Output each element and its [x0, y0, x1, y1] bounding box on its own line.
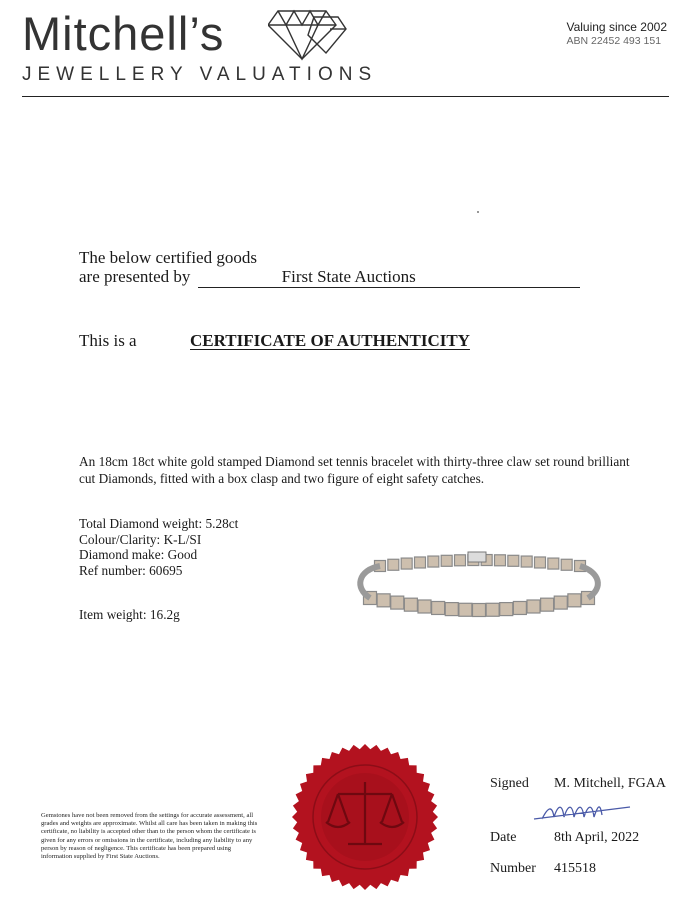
- this-is-label: This is a: [79, 331, 137, 350]
- since-text: Valuing since 2002: [566, 20, 667, 34]
- date-row: [490, 830, 639, 846]
- diamond-make: Diamond make: Good: [79, 547, 198, 562]
- signature: [530, 797, 640, 827]
- number-row: [490, 861, 596, 877]
- header-info: [566, 20, 667, 47]
- date-label: Date: [490, 830, 517, 845]
- date-value: 8th April, 2022: [554, 830, 640, 845]
- specifications: [79, 516, 238, 578]
- brand-subtitle: JEWELLERY VALUATIONS: [22, 64, 378, 85]
- signed-row: [490, 776, 666, 792]
- number-value: 415518: [554, 861, 596, 876]
- certificate-title: CERTIFICATE OF AUTHENTICITY: [190, 331, 470, 350]
- ref-number: Ref number: 60695: [79, 562, 183, 578]
- wax-seal: [290, 742, 440, 892]
- item-weight: Item weight: 16.2g: [79, 607, 180, 622]
- presented-prefix: are presented by: [79, 267, 191, 286]
- bracelet-photo: [350, 548, 610, 628]
- signed-label: Signed: [490, 776, 529, 791]
- number-label: Number: [490, 861, 536, 876]
- total-weight: Total Diamond weight: 5.28ct: [79, 516, 239, 531]
- speck: [477, 211, 479, 213]
- item-description: An 18cm 18ct white gold stamped Diamond set tennis bracelet with thirty-three claw set round brilliant cut Diamonds, fitted with a box clasp and two figure of eight safety catches.: [79, 454, 630, 486]
- disclaimer: Gemstones have not been removed from the settings for accurate assessment, all grades and weights are approximate. Whilst all care has been taken in making this certificate, no liability is accepted other than to the person whom the certificate is given for any errors or omissions in the certificate, including any liability to any person by reason of negligence. This certificate has been prepared using information supplied by First State Auctions.: [41, 812, 258, 861]
- presenter-name: First State Auctions: [198, 267, 580, 288]
- diamond-icon: [268, 5, 348, 61]
- brand-name: Mitchell’s: [22, 7, 225, 60]
- certified-line: The below certified goods: [79, 248, 257, 267]
- abn-text: ABN 22452 493 151: [566, 35, 662, 47]
- signed-value: M. Mitchell, FGAA: [554, 776, 666, 791]
- header-divider: [22, 96, 669, 97]
- colour-clarity: Colour/Clarity: K-L/SI: [79, 531, 202, 547]
- presented-line: [79, 267, 580, 288]
